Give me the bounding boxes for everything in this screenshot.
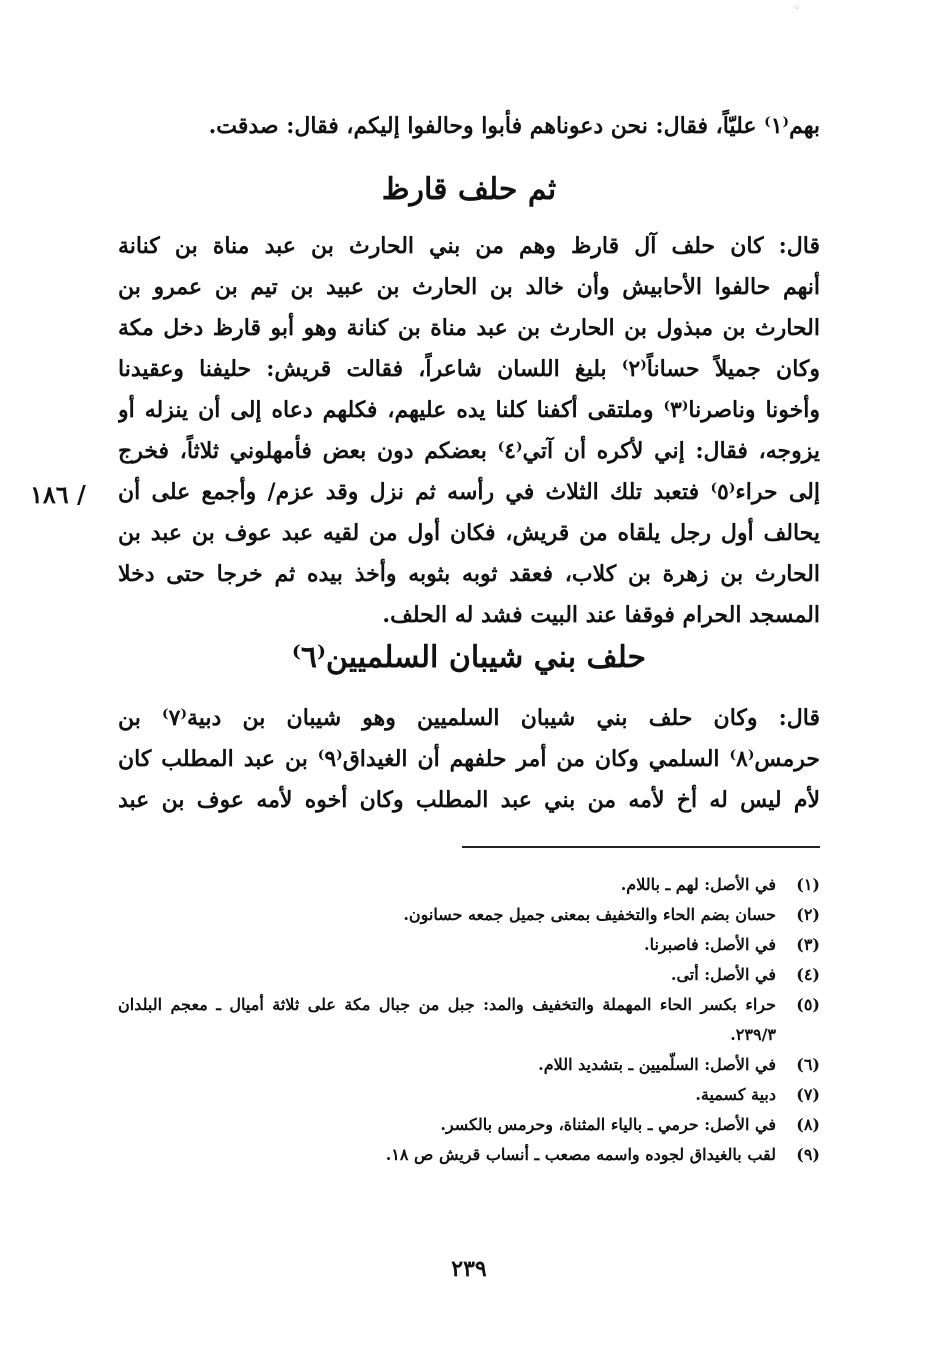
- footnote-item: [118, 1110, 820, 1140]
- footnote-number: (٩): [796, 1145, 820, 1164]
- body-line: الحارث بن زهرة بن كلاب، فعقد ثوبه بثوبه وأخذ بيده ثم خرجا حتى دخلا: [118, 561, 820, 587]
- footnote-text: لقب بالغيداق لجوده واسمه مصعب ـ أنساب قريش ص ١٨.: [385, 1145, 776, 1164]
- body-line: قال: وكان حلف بني شيبان السلميين وهو شيبان بن دبية⁽٧⁾ بن: [118, 705, 820, 731]
- footnote-number: (٨): [796, 1115, 820, 1134]
- footnote-text: في الأصل: السلّميين ـ بتشديد اللام.: [538, 1055, 776, 1074]
- body-line: وكان جميلاً حساناً⁽٢⁾ بليغ اللسان شاعراً، فقالت قريش: حليفنا وعقيدنا: [118, 356, 820, 382]
- footnote-text: في الأصل: لهم ـ باللام.: [620, 875, 776, 894]
- footnote-text: حسان بضم الحاء والتخفيف بمعنى جميل جمعه حسانون.: [403, 905, 776, 924]
- footnote-number: (٣): [796, 935, 820, 954]
- footnote-item: [118, 900, 820, 930]
- body-line: أنهم حالفوا الأحابيش وأن خالد بن الحارث بن عبيد بن تيم بن عمرو بن: [118, 274, 820, 300]
- footnote-item: [118, 960, 820, 990]
- original-page-reference: / ١٨٦: [30, 480, 86, 509]
- footnote-number: (٢): [796, 905, 820, 924]
- body-line: يحالف أول رجل يلقاه من قريش، فكان أول من لقيه عبد عوف بن عبد بن: [118, 520, 820, 546]
- footnote-item: [118, 1140, 820, 1170]
- body-line: وأخونا وناصرنا⁽٣⁾ وملتقى أكفنا كلنا يده عليهم، فكلهم دعاه إلى أن ينزله أو: [118, 397, 820, 423]
- body-line: قال: كان حلف آل قارظ وهم من بني الحارث بن عبد مناة بن كنانة: [118, 233, 820, 259]
- footnote-text: في الأصل: أتى.: [670, 965, 776, 984]
- footnotes: [118, 870, 820, 1170]
- continuation-text: [118, 106, 820, 147]
- continuation-line: بهم⁽١⁾ عليّاً، فقال: نحن دعوناهم فأبوا وحالفوا إليكم، فقال: صدقت.: [208, 113, 820, 139]
- body-line: لأم ليس له أخ لأمه من بني عبد المطلب وكان أخوه لأمه عوف بن عبد: [118, 787, 820, 813]
- section-body-qariz: [118, 226, 820, 636]
- footnote-text: حراء بكسر الحاء المهملة والتخفيف والمد: جبل من جبال مكة على ثلاثة أميال ـ معجم البلدان ٢٣٩/٣.: [118, 995, 776, 1044]
- footnote-text: في الأصل: حرمي ـ بالياء المثناة، وحرمس بالكسر.: [440, 1115, 776, 1134]
- footnote-number: (٥): [796, 995, 820, 1014]
- section-title-shayban: حلف بني شيبان السلميين⁽٦⁾: [291, 640, 647, 675]
- footnote-item: [118, 990, 820, 1050]
- body-line: المسجد الحرام فوقفا عند البيت فشد له الحلف.: [382, 602, 820, 628]
- section-body-shayban: [118, 698, 820, 821]
- footnote-number: (١): [796, 875, 820, 894]
- scan-mark: ◦: [794, 3, 800, 14]
- body-line: يزوجه، فقال: إني لأكره أن آتي⁽٤⁾ بعضكم دون بعض فأمهلوني ثلاثاً، فخرج: [118, 438, 820, 464]
- footnote-item: [118, 1050, 820, 1080]
- footnote-item: [118, 930, 820, 960]
- footnote-item: [118, 1080, 820, 1110]
- footnote-text: في الأصل: فاصبرنا.: [644, 935, 776, 954]
- footnote-number: (٦): [796, 1055, 820, 1074]
- body-line: الحارث بن مبذول بن الحارث بن عبد مناة بن كنانة وهو أبو قارظ دخل مكة: [118, 315, 820, 341]
- footnote-text: دبية كسمية.: [695, 1085, 776, 1104]
- footnote-number: (٤): [796, 965, 820, 984]
- footnote-number: (٧): [796, 1085, 820, 1104]
- body-line: إلى حراء⁽٥⁾ فتعبد تلك الثلاث في رأسه ثم نزل وقد عزم/ وأجمع على أن: [118, 479, 820, 505]
- footnote-divider: [462, 846, 820, 848]
- footnote-item: [118, 870, 820, 900]
- body-line: حرمس⁽٨⁾ السلمي وكان من أمر حلفهم أن الغيداق⁽٩⁾ بن عبد المطلب كان: [118, 746, 820, 772]
- section-title-qariz: ثم حلف قارظ: [381, 172, 557, 207]
- page-number: ٢٣٩: [451, 1256, 487, 1282]
